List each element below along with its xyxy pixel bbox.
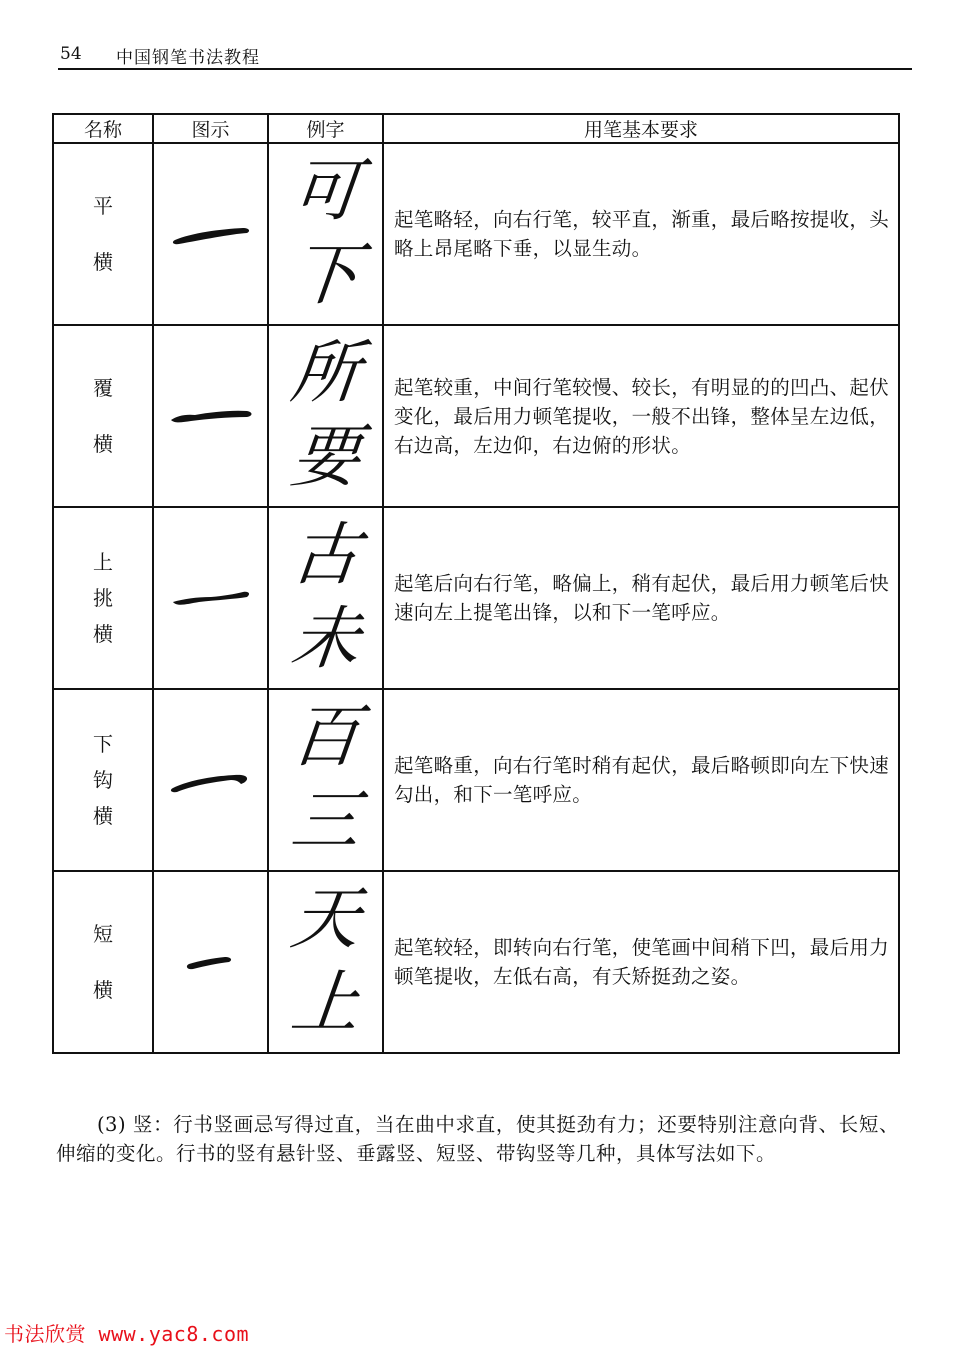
table-row — [53, 143, 899, 325]
table-row — [53, 689, 899, 871]
example-char: 天 — [287, 880, 364, 959]
table-row — [53, 507, 899, 689]
stroke-diagram — [153, 871, 268, 1053]
example-char: 可 — [287, 152, 364, 231]
stroke-diagram — [153, 143, 268, 325]
example-char: 要 — [287, 418, 364, 497]
example-chars — [268, 325, 383, 507]
short-stroke-diagram — [161, 930, 261, 990]
body-paragraph: (3) 竖：行书竖画忌写得过直，当在曲中求直，使其挺劲有力；还要特别注意向背、长短、伸缩的变化。行书的竖有悬针竖、垂露竖、短竖、带钩竖等几种，具体写法如下。 — [56, 1112, 899, 1165]
column-header-name: 名称 — [53, 114, 153, 143]
stroke-name — [53, 689, 153, 871]
column-header-requirements: 用笔基本要求 — [383, 114, 899, 143]
hook-stroke-diagram — [161, 748, 261, 808]
table-row — [53, 325, 899, 507]
example-char: 未 — [287, 600, 364, 679]
page-number: 54 — [60, 44, 82, 64]
flat-stroke-diagram — [161, 202, 261, 262]
example-char: 所 — [287, 334, 364, 413]
stroke-name-char: 钩 — [93, 768, 113, 792]
stroke-requirement: 起笔较重，中间行笔较慢、较长，有明显的的凹凸、起伏变化，最后用力顿笔提收，一般不出锋，整体呈左边低，右边高，左边仰，右边俯的形状。 — [383, 325, 899, 507]
stroke-diagram — [153, 507, 268, 689]
example-char: 下 — [287, 236, 364, 315]
stroke-name — [53, 325, 153, 507]
stroke-name-char: 覆 — [93, 376, 113, 400]
example-chars — [268, 689, 383, 871]
stroke-requirement: 起笔后向右行笔，略偏上，稍有起伏，最后用力顿笔后快速向左上提笔出锋，以和下一笔呼应。 — [383, 507, 899, 689]
example-char: 百 — [287, 698, 364, 777]
page-header — [58, 38, 912, 70]
example-char: 上 — [287, 964, 364, 1043]
rising-stroke-diagram — [161, 566, 261, 626]
stroke-name-char: 上 — [93, 550, 113, 574]
table-row — [53, 871, 899, 1053]
stroke-name-char: 横 — [93, 978, 113, 1002]
stroke-diagram — [153, 325, 268, 507]
stroke-name-char: 挑 — [93, 586, 113, 610]
column-header-examples: 例字 — [268, 114, 383, 143]
example-chars — [268, 871, 383, 1053]
stroke-diagram — [153, 689, 268, 871]
covering-stroke-diagram — [161, 384, 261, 444]
stroke-name-char: 横 — [93, 432, 113, 456]
stroke-name-char: 下 — [93, 732, 113, 756]
example-char: 三 — [287, 782, 364, 861]
stroke-name — [53, 871, 153, 1053]
stroke-requirement: 起笔略重，向右行笔时稍有起伏，最后略顿即向左下快速勾出，和下一笔呼应。 — [383, 689, 899, 871]
stroke-name — [53, 143, 153, 325]
stroke-name-char: 横 — [93, 250, 113, 274]
watermark: 书法欣赏 www.yac8.com — [4, 1322, 250, 1346]
stroke-name-char: 平 — [93, 194, 113, 218]
stroke-requirement: 起笔较轻，即转向右行笔，使笔画中间稍下凹，最后用力顿笔提收，左低右高，有夭矫挺劲之姿。 — [383, 871, 899, 1053]
stroke-table — [52, 113, 900, 1054]
column-header-diagram: 图示 — [153, 114, 268, 143]
table-header-row — [53, 114, 899, 143]
stroke-requirement: 起笔略轻，向右行笔，较平直，渐重，最后略按提收，头略上昂尾略下垂，以显生动。 — [383, 143, 899, 325]
example-chars — [268, 507, 383, 689]
stroke-name-char: 横 — [93, 804, 113, 828]
stroke-name-char: 横 — [93, 622, 113, 646]
book-title: 中国钢笔书法教程 — [116, 48, 260, 68]
example-chars — [268, 143, 383, 325]
stroke-name-char: 短 — [93, 922, 113, 946]
stroke-name — [53, 507, 153, 689]
example-char: 古 — [287, 516, 364, 595]
